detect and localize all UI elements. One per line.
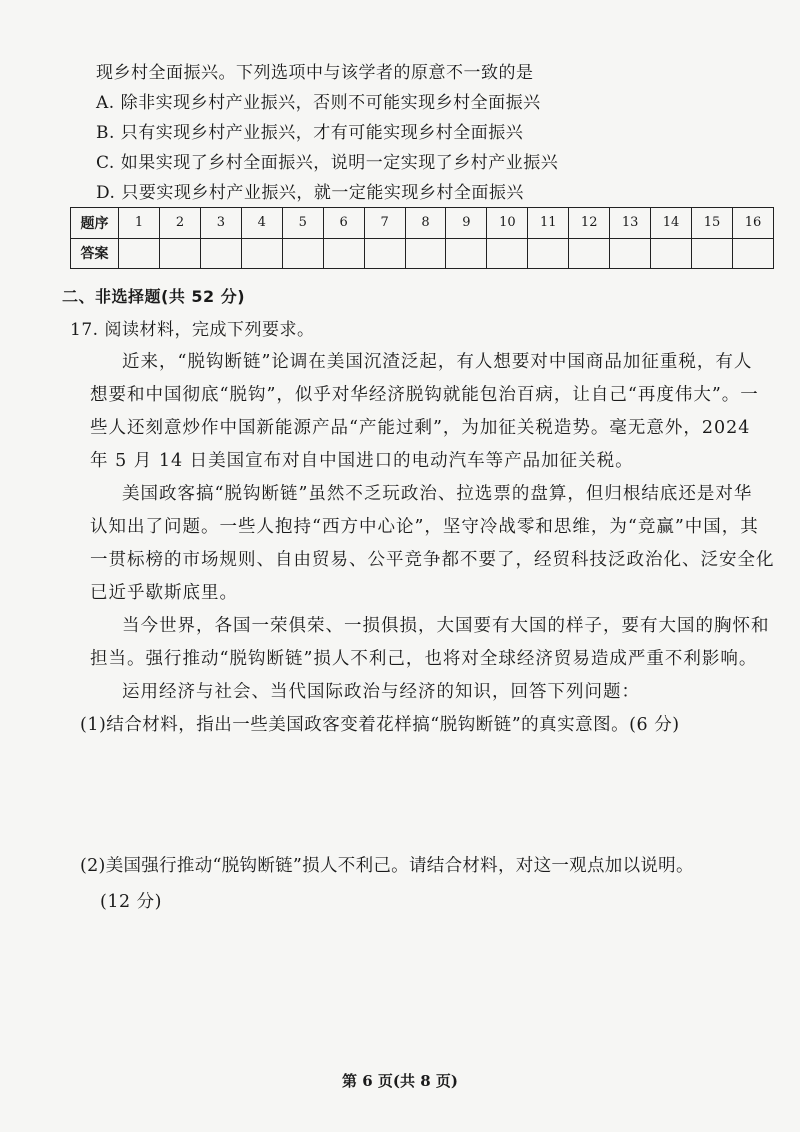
- question16-stem-tail: 现乡村全面振兴。下列选项中与该学者的原意不一致的是: [96, 63, 534, 83]
- question-number: 4: [241, 208, 282, 239]
- material-line: 些人还刻意炒作中国新能源产品“产能过剩”，为加征关税造势。毫无意外，2024: [90, 418, 751, 438]
- answer-cell[interactable]: [692, 238, 733, 269]
- material-line: 已近乎歇斯底里。: [90, 583, 238, 603]
- answer-cell[interactable]: [610, 238, 651, 269]
- answer-cell[interactable]: [446, 238, 487, 269]
- option-d: D. 只要实现乡村产业振兴，就一定能实现乡村全面振兴: [96, 183, 524, 203]
- answer-grid-number-row: [71, 208, 774, 239]
- number-row-label: 题序: [71, 208, 119, 239]
- question-number: 1: [119, 208, 160, 239]
- material-line: 年 5 月 14 日美国宣布对自中国进口的电动汽车等产品加征关税。: [90, 451, 634, 471]
- material-line: 近来，“脱钩断链”论调在美国沉渣泛起，有人想要对中国商品加征重税，有人: [122, 352, 753, 372]
- answer-cell[interactable]: [160, 238, 201, 269]
- answer-cell[interactable]: [528, 238, 569, 269]
- material-line: 当今世界，各国一荣俱荣、一损俱损，大国要有大国的样子，要有大国的胸怀和: [122, 616, 770, 636]
- page-footer: 第 6 页(共 8 页): [342, 1072, 458, 1090]
- question-number: 10: [487, 208, 528, 239]
- material-line: 想要和中国彻底“脱钩”，似乎对华经济脱钩就能包治百病，让自己“再度伟大”。一: [90, 385, 759, 405]
- question-number: 12: [569, 208, 610, 239]
- answer-grid-answer-row: [71, 238, 774, 269]
- instruction-line: 运用经济与社会、当代国际政治与经济的知识，回答下列问题：: [122, 682, 640, 702]
- question-number: 15: [692, 208, 733, 239]
- option-c: C. 如果实现了乡村全面振兴，说明一定实现了乡村产业振兴: [96, 153, 559, 173]
- answer-cell[interactable]: [323, 238, 364, 269]
- material-line: 认知出了问题。一些人抱持“西方中心论”，坚守冷战零和思维，为“竞赢”中国，其: [90, 517, 759, 537]
- material-line: 担当。强行推动“脱钩断链”损人不利己，也将对全球经济贸易造成严重不利影响。: [90, 649, 758, 669]
- question-number: 7: [364, 208, 405, 239]
- question-number: 5: [282, 208, 323, 239]
- question-number: 6: [323, 208, 364, 239]
- material-line: 美国政客搞“脱钩断链”虽然不乏玩政治、拉选票的盘算，但归根结底还是对华: [122, 484, 753, 504]
- question-number: 14: [651, 208, 692, 239]
- answer-cell[interactable]: [732, 238, 773, 269]
- section-title: 二、非选择题(共 52 分): [62, 287, 246, 306]
- material-line: 一贯标榜的市场规则、自由贸易、公平竞争都不要了，经贸科技泛政治化、泛安全化: [90, 550, 775, 570]
- answer-cell[interactable]: [282, 238, 323, 269]
- answer-cell[interactable]: [569, 238, 610, 269]
- answer-cell[interactable]: [241, 238, 282, 269]
- answer-cell[interactable]: [119, 238, 160, 269]
- question-number: 8: [405, 208, 446, 239]
- question-number: 11: [528, 208, 569, 239]
- question-number: 3: [200, 208, 241, 239]
- subquestion-2-score: (12 分): [100, 892, 162, 912]
- option-b: B. 只有实现乡村产业振兴，才有可能实现乡村全面振兴: [96, 123, 524, 143]
- question-number: 9: [446, 208, 487, 239]
- answer-grid: [70, 207, 774, 269]
- question-number: 2: [160, 208, 201, 239]
- answer-cell[interactable]: [364, 238, 405, 269]
- answer-cell[interactable]: [651, 238, 692, 269]
- answer-cell[interactable]: [200, 238, 241, 269]
- subquestion-2: (2)美国强行推动“脱钩断链”损人不利己。请结合材料，对这一观点加以说明。: [80, 856, 694, 876]
- answer-cell[interactable]: [405, 238, 446, 269]
- answer-cell[interactable]: [487, 238, 528, 269]
- question17-title: 17. 阅读材料，完成下列要求。: [70, 320, 315, 340]
- option-a: A. 除非实现乡村产业振兴，否则不可能实现乡村全面振兴: [96, 93, 541, 113]
- question-number: 13: [610, 208, 651, 239]
- question-number: 16: [732, 208, 773, 239]
- subquestion-1: (1)结合材料，指出一些美国政客变着花样搞“脱钩断链”的真实意图。(6 分): [80, 715, 680, 735]
- answer-row-label: 答案: [71, 238, 119, 269]
